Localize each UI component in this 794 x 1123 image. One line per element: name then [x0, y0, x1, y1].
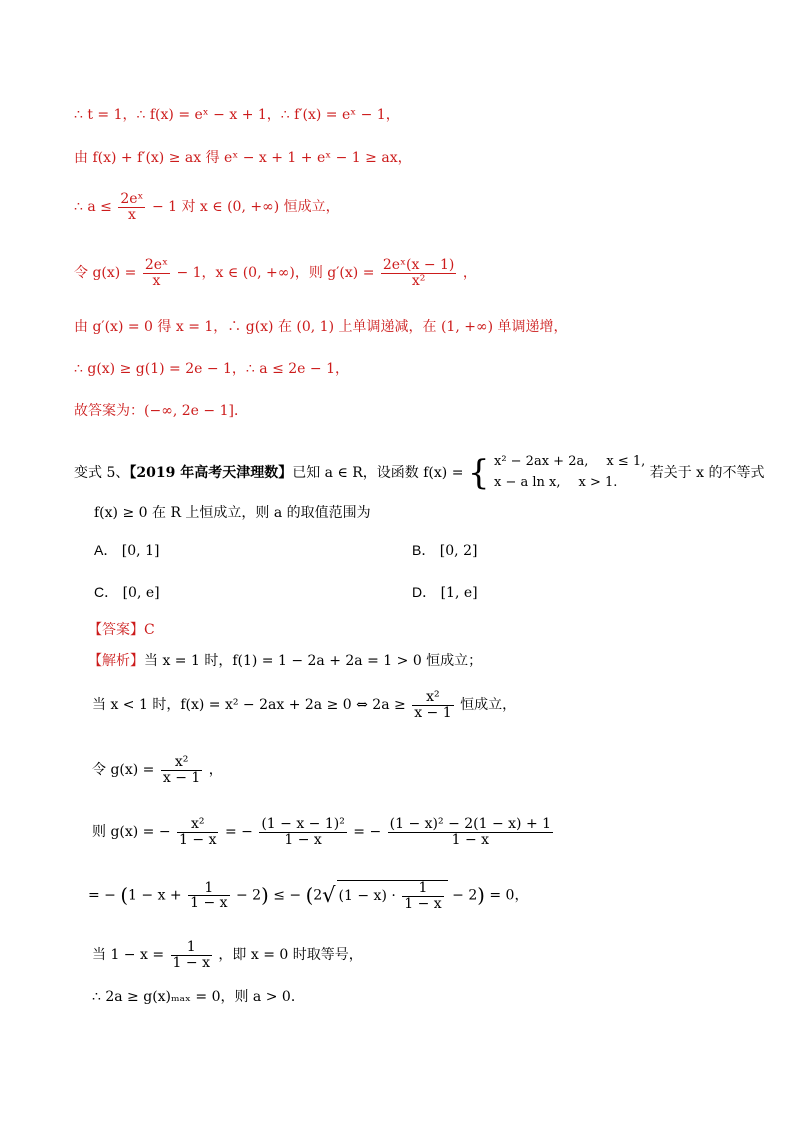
fraction: [177, 817, 218, 847]
solution-line-2: [74, 151, 412, 165]
solution-line-2-post: eˣ − x + 1 + eˣ − 1 ≥ ax，: [224, 150, 412, 166]
option-c[interactable]: [94, 585, 160, 600]
case-2-expr: x − a ln x,: [493, 474, 561, 490]
analysis-line-5: [88, 880, 528, 911]
option-a[interactable]: [94, 543, 159, 558]
option-a-label: A．: [94, 542, 118, 558]
case-row-2: [494, 473, 645, 494]
analysis-line-3-post: ，: [208, 762, 223, 779]
expr-part: − 2: [452, 887, 478, 904]
case-2-condition: x > 1.: [578, 474, 618, 490]
solution-line-3: [74, 192, 340, 222]
analysis-line-4-pre: 则 g(x) = −: [92, 824, 171, 841]
solution-line-6: [74, 362, 349, 376]
solution-line-3-post: − 1 对 x ∈ (0, +∞) 恒成立，: [151, 199, 340, 216]
question-stem-cont: [94, 506, 371, 520]
option-c-label: C．: [94, 584, 119, 600]
solution-line-1-text: ∴ t = 1，∴ f(x) = eˣ − x + 1，∴ f′(x) = eˣ − 1，: [74, 107, 400, 123]
analysis-line-2-pre: 当 x < 1 时，f(x) = x² − 2ax + 2a ≥ 0 ⇔ 2a ≥: [92, 697, 406, 714]
analysis-line-5-post: = 0，: [489, 887, 529, 904]
analysis-line-6: [92, 940, 363, 970]
left-paren: (: [120, 883, 129, 907]
analysis-line-1-text: 当 x = 1 时，f(1) = 1 − 2a + 2a = 1 > 0 恒成立；: [144, 653, 483, 669]
solution-line-1: [74, 108, 400, 122]
analysis-line-6-post: ，即 x = 0 时取等号，: [218, 947, 363, 964]
analysis-line-7: [92, 990, 305, 1004]
option-c-value: [0, e]: [122, 585, 160, 601]
radicand: (1 − x) ·: [338, 888, 396, 905]
right-paren: ): [261, 883, 269, 907]
fraction-denominator: 1 − x: [451, 831, 490, 848]
piecewise-function: [468, 452, 645, 494]
fraction-numerator: x²: [161, 755, 202, 771]
question-stem-c: f(x) ≥ 0 在 R 上恒成立，则 a 的取值范围为: [94, 505, 371, 521]
analysis-line-5-pre: = −: [88, 887, 116, 904]
piecewise-cases: [494, 452, 645, 494]
case-1-expr: x² − 2ax + 2a,: [493, 454, 589, 469]
question-stem-b: 若关于 x 的不等式: [649, 464, 765, 481]
solution-line-5-text: 由 g′(x) = 0 得 x = 1，∴ g(x) 在 (0, 1) 上单调递减，在 (1, +∞) 单调递增，: [74, 319, 568, 335]
analysis-tag: 【解析】: [88, 653, 144, 669]
inequality-sign: ≤ −: [273, 887, 302, 904]
solution-line-6-text: ∴ g(x) ≥ g(1) = 2e − 1，∴ a ≤ 2e − 1，: [74, 361, 349, 377]
fraction-denominator: 1 − x: [172, 954, 210, 971]
fraction: [171, 940, 212, 970]
fraction-numerator: 1: [188, 881, 229, 897]
sqrt-body: [337, 880, 448, 911]
fraction-denominator: x − 1: [162, 769, 201, 786]
case-1-condition: x ≤ 1,: [606, 454, 646, 469]
fraction: [381, 258, 456, 288]
solution-line-4-mid: − 1，x ∈ (0, +∞)，则 g′(x) =: [176, 265, 375, 282]
fraction-denominator: x − 1: [414, 704, 452, 721]
fraction-numerator: 1: [402, 881, 443, 897]
answer-tag: 【答案】: [88, 622, 144, 638]
analysis-line-2-post: 恒成立，: [460, 697, 517, 714]
analysis-line-4: [92, 817, 555, 847]
left-paren: (: [305, 883, 314, 907]
solution-line-3-pre: ∴ a ≤: [74, 199, 112, 216]
fraction-numerator: (1 − x − 1)²: [261, 816, 345, 832]
fraction: [188, 881, 229, 911]
fraction-denominator: 1 − x: [190, 895, 228, 912]
analysis-line-1: [88, 654, 482, 668]
fraction: [388, 817, 553, 847]
fraction: [412, 690, 453, 720]
fraction: [161, 755, 202, 785]
fraction-denominator: 1 − x: [284, 831, 322, 848]
fraction-numerator: 1: [171, 940, 212, 956]
question-stem: [74, 452, 765, 494]
question-source: 【2019 年高考天津理数】: [129, 464, 293, 481]
fraction: [118, 192, 145, 222]
fraction-denominator: x²: [411, 272, 426, 289]
analysis-line-6-pre: 当 1 − x =: [92, 947, 165, 964]
option-b-label: B．: [412, 542, 436, 558]
right-paren: ): [477, 883, 485, 907]
coefficient: 2: [313, 887, 323, 904]
solution-line-2-pre: 由 f(x) + f′(x) ≥ ax 得: [74, 150, 220, 166]
fraction: [143, 258, 170, 288]
expr-part: 1 − x +: [128, 887, 182, 904]
question-number: 变式 5、: [74, 464, 130, 481]
solution-line-4-post: ，: [462, 265, 477, 282]
fraction-numerator: (1 − x)² − 2(1 − x) + 1: [389, 816, 552, 832]
equals-sign: = −: [353, 824, 382, 841]
expr-part: − 2: [236, 887, 262, 904]
solution-line-5: [74, 320, 568, 334]
option-b-value: [0, 2]: [439, 543, 478, 559]
solution-line-7: [74, 404, 248, 418]
fraction-denominator: x: [152, 272, 161, 289]
fraction: [259, 817, 347, 847]
option-d-label: D．: [412, 584, 437, 600]
equals-sign: = −: [224, 824, 253, 841]
answer-line: [88, 623, 155, 637]
question-stem-a: 已知 a ∈ R，设函数 f(x) =: [292, 464, 464, 481]
fraction-denominator: 1 − x: [179, 831, 217, 848]
solution-line-4: [74, 258, 477, 288]
option-b[interactable]: [412, 543, 477, 558]
fraction-numerator: x²: [412, 690, 453, 706]
analysis-line-2: [92, 690, 516, 720]
solution-line-4-pre: 令 g(x) =: [74, 265, 137, 282]
fraction-denominator: x: [127, 206, 136, 223]
option-a-value: [0, 1]: [121, 543, 160, 559]
analysis-line-3-pre: 令 g(x) =: [92, 762, 155, 779]
answer-value: C: [144, 622, 155, 638]
fraction: [402, 881, 443, 911]
sqrt-symbol: √: [322, 883, 336, 908]
option-d[interactable]: [412, 585, 478, 600]
fraction-denominator: 1 − x: [404, 895, 442, 912]
fraction-numerator: x²: [177, 817, 218, 833]
fraction-numerator: 2eˣ(x − 1): [382, 257, 455, 273]
fraction-numerator: 2eˣ: [144, 257, 169, 273]
analysis-line-3: [92, 755, 223, 785]
left-brace: {: [467, 452, 490, 493]
final-answer-line: 故答案为：(−∞, 2e − 1]．: [74, 403, 248, 419]
analysis-line-7-text: ∴ 2a ≥ g(x)ₘₐₓ = 0，则 a > 0．: [92, 989, 305, 1005]
case-row-1: [494, 452, 645, 473]
fraction-numerator: 2eˣ: [120, 191, 144, 207]
option-d-value: [1, e]: [440, 585, 478, 601]
